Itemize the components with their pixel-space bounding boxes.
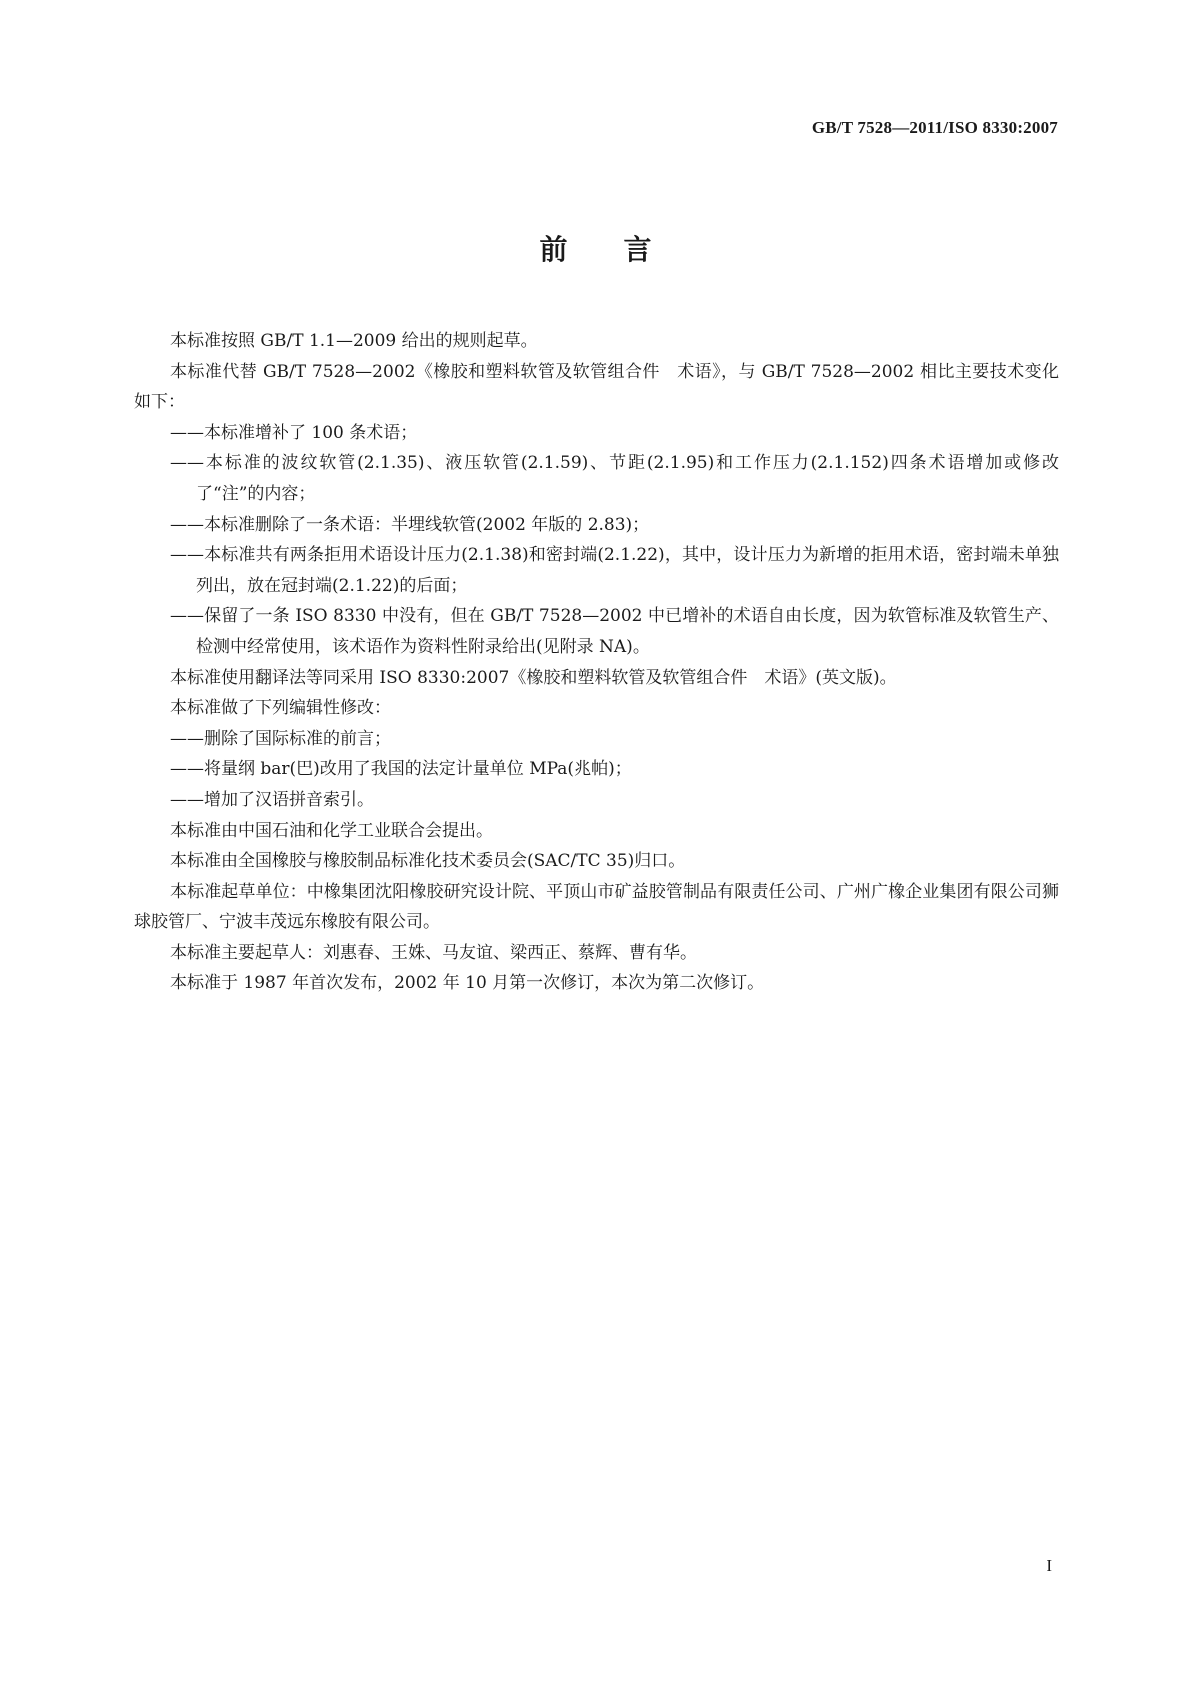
list-item: ——保留了一条 ISO 8330 中没有，但在 GB/T 7528—2002 中已增补的术语自由长度，因为软管标准及软管生产、检测中经常使用，该术语作为资料性附录给出(见附录 NA)。 bbox=[170, 606, 1059, 657]
standard-code-header: GB/T 7528—2011/ISO 8330:2007 bbox=[811, 118, 1058, 137]
list-item: ——本标准共有两条拒用术语设计压力(2.1.38)和密封端(2.1.22)，其中，设计压力为新增的拒用术语，密封端未单独列出，放在冠封端(2.1.22)的后面； bbox=[170, 545, 1059, 596]
list-item: ——删除了国际标准的前言； bbox=[170, 728, 391, 749]
paragraph: 本标准主要起草人：刘惠春、王姝、马友谊、梁西正、蔡辉、曹有华。 bbox=[170, 942, 697, 963]
paragraph: 本标准于 1987 年首次发布，2002 年 10 月第一次修订，本次为第二次修订。 bbox=[170, 973, 765, 994]
paragraph: 本标准由全国橡胶与橡胶制品标准化技术委员会(SAC/TC 35)归口。 bbox=[170, 851, 686, 872]
list-item: ——本标准删除了一条术语：半埋线软管(2002 年版的 2.83)； bbox=[170, 514, 650, 535]
paragraph: 本标准起草单位：中橡集团沈阳橡胶研究设计院、平顶山市矿益胶管制品有限责任公司、广州广橡企业集团有限公司狮球胶管厂、宁波丰茂远东橡胶有限公司。 bbox=[134, 881, 1059, 933]
list-item: ——增加了汉语拼音索引。 bbox=[170, 789, 374, 810]
paragraph: 本标准按照 GB/T 1.1—2009 给出的规则起草。 bbox=[170, 331, 538, 351]
list-item: ——本标准增补了 100 条术语； bbox=[170, 422, 418, 443]
foreword-body bbox=[134, 326, 1059, 999]
page-number: I bbox=[1046, 1556, 1052, 1575]
paragraph: 本标准代替 GB/T 7528—2002《橡胶和塑料软管及软管组合件 术语》，与 GB/T 7528—2002 相比主要技术变化如下： bbox=[134, 361, 1059, 413]
page-title-char-2: 言 bbox=[623, 233, 652, 266]
paragraph: 本标准使用翻译法等同采用 ISO 8330:2007《橡胶和塑料软管及软管组合件 术语》(英文版)。 bbox=[170, 667, 897, 688]
page-title-char-1: 前 bbox=[539, 233, 568, 266]
paragraph: 本标准由中国石油和化学工业联合会提出。 bbox=[170, 820, 493, 841]
page-title bbox=[0, 228, 1191, 268]
list-item: ——本标准的波纹软管(2.1.35)、液压软管(2.1.59)、节距(2.1.95)和工作压力(2.1.152)四条术语增加或修改了“注”的内容； bbox=[170, 453, 1059, 504]
list-item: ——将量纲 bar(巴)改用了我国的法定计量单位 MPa(兆帕)； bbox=[170, 759, 632, 780]
paragraph: 本标准做了下列编辑性修改： bbox=[170, 698, 391, 719]
